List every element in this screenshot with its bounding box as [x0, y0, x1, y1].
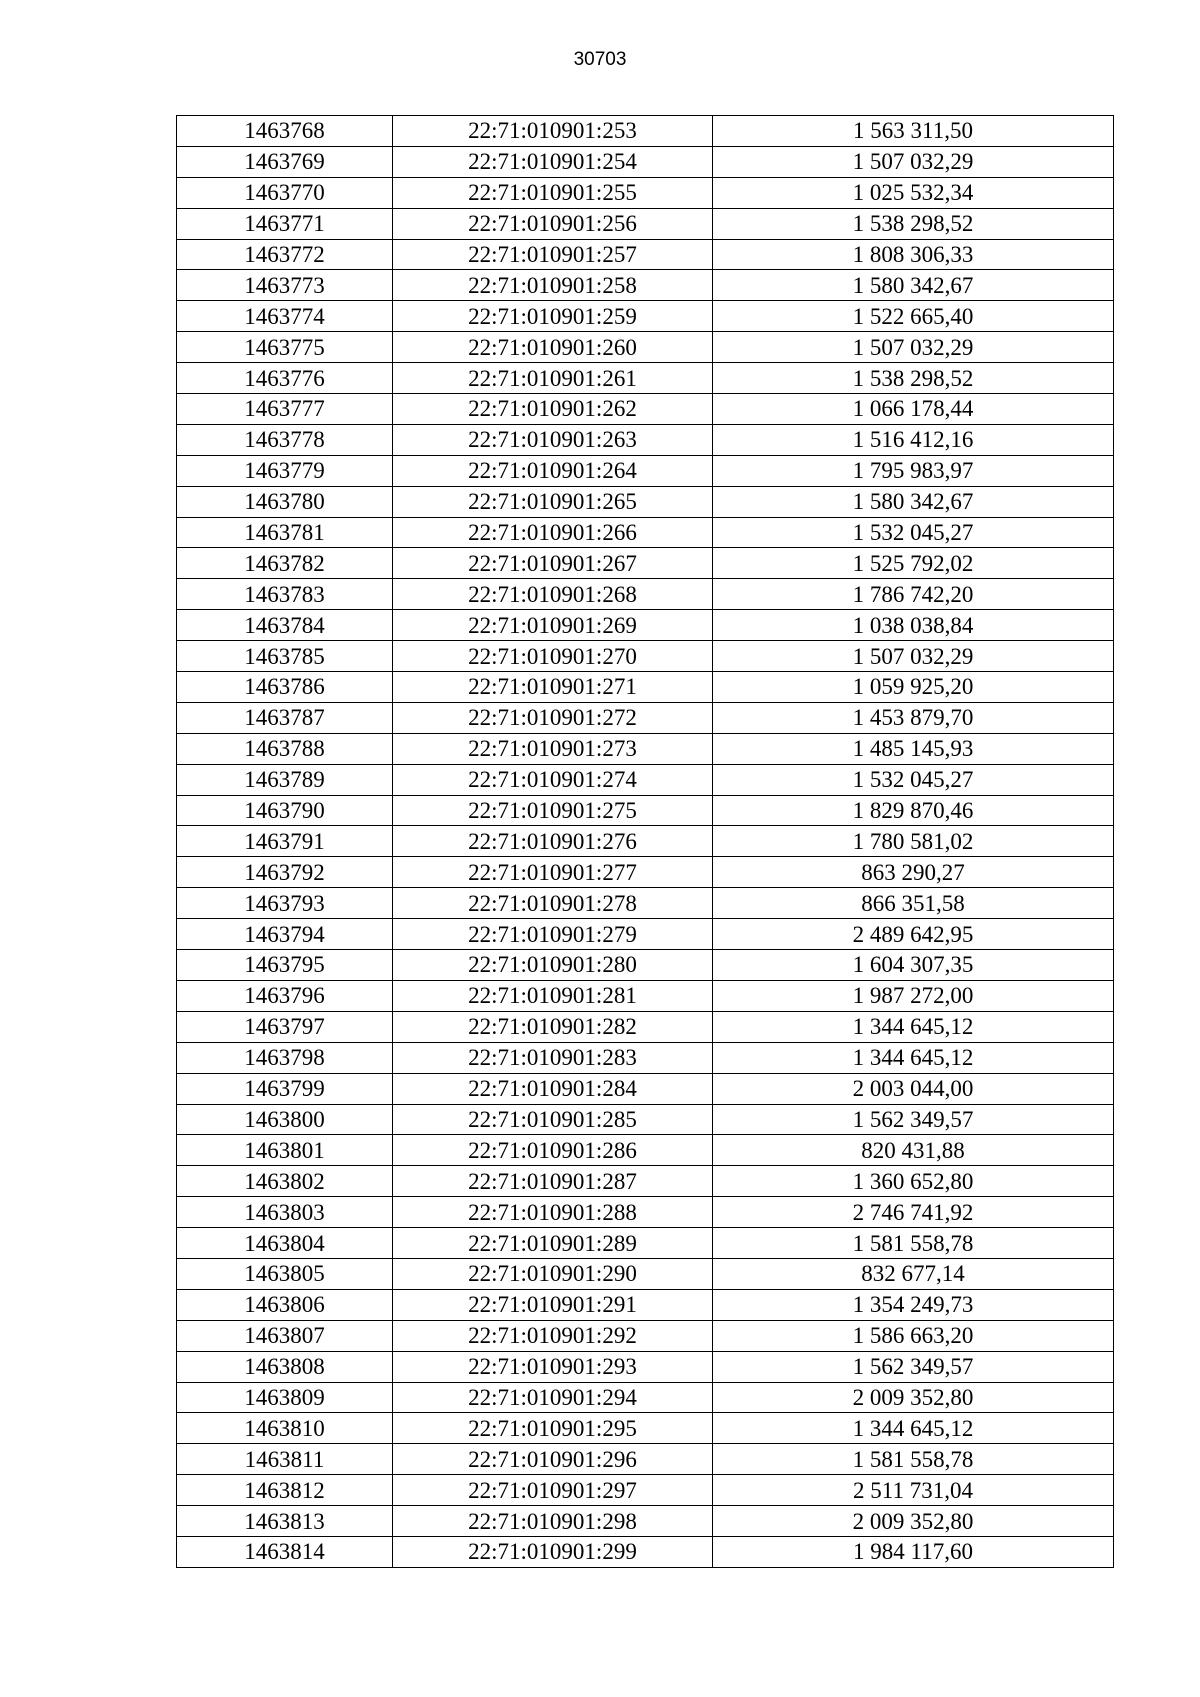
record-number-cell: 1463799 — [177, 1073, 393, 1104]
table-row — [177, 980, 1114, 1011]
record-number-cell: 1463792 — [177, 857, 393, 888]
cadastral-number-cell: 22:71:010901:262 — [393, 394, 713, 425]
cadastral-value-cell: 1 586 663,20 — [713, 1320, 1114, 1351]
table-row — [177, 455, 1114, 486]
table-row — [177, 363, 1114, 394]
cadastral-number-cell: 22:71:010901:277 — [393, 857, 713, 888]
table-row — [177, 1382, 1114, 1413]
cadastral-value-cell: 1 562 349,57 — [713, 1351, 1114, 1382]
cadastral-value-cell: 1 795 983,97 — [713, 455, 1114, 486]
record-number-cell: 1463798 — [177, 1042, 393, 1073]
table-row — [177, 1506, 1114, 1537]
table-row — [177, 394, 1114, 425]
cadastral-value-cell: 1 507 032,29 — [713, 146, 1114, 177]
record-number-cell: 1463777 — [177, 394, 393, 425]
record-number-cell: 1463811 — [177, 1444, 393, 1475]
cadastral-value-cell: 1 066 178,44 — [713, 394, 1114, 425]
cadastral-value-cell: 2 746 741,92 — [713, 1197, 1114, 1228]
table-row — [177, 641, 1114, 672]
record-number-cell: 1463769 — [177, 146, 393, 177]
cadastral-value-cell: 1 538 298,52 — [713, 208, 1114, 239]
record-number-cell: 1463789 — [177, 764, 393, 795]
table-row — [177, 826, 1114, 857]
table-row — [177, 1258, 1114, 1289]
cadastral-number-cell: 22:71:010901:287 — [393, 1166, 713, 1197]
cadastral-value-cell: 1 344 645,12 — [713, 1042, 1114, 1073]
cadastral-number-cell: 22:71:010901:256 — [393, 208, 713, 239]
cadastral-number-cell: 22:71:010901:282 — [393, 1011, 713, 1042]
table-row — [177, 950, 1114, 981]
record-number-cell: 1463786 — [177, 672, 393, 703]
cadastral-value-cell: 1 604 307,35 — [713, 950, 1114, 981]
table-row — [177, 733, 1114, 764]
cadastral-number-cell: 22:71:010901:257 — [393, 239, 713, 270]
cadastral-number-cell: 22:71:010901:267 — [393, 548, 713, 579]
cadastral-number-cell: 22:71:010901:268 — [393, 579, 713, 610]
cadastral-number-cell: 22:71:010901:275 — [393, 795, 713, 826]
cadastral-number-cell: 22:71:010901:269 — [393, 610, 713, 641]
cadastral-number-cell: 22:71:010901:298 — [393, 1506, 713, 1537]
record-number-cell: 1463795 — [177, 950, 393, 981]
record-number-cell: 1463793 — [177, 888, 393, 919]
cadastral-number-cell: 22:71:010901:273 — [393, 733, 713, 764]
cadastral-number-cell: 22:71:010901:258 — [393, 270, 713, 301]
record-number-cell: 1463802 — [177, 1166, 393, 1197]
cadastral-value-cell: 1 580 342,67 — [713, 486, 1114, 517]
cadastral-value-cell: 1 562 349,57 — [713, 1104, 1114, 1135]
cadastral-value-cell: 1 563 311,50 — [713, 116, 1114, 147]
cadastral-value-cell: 2 511 731,04 — [713, 1475, 1114, 1506]
table-row — [177, 1444, 1114, 1475]
cadastral-number-cell: 22:71:010901:299 — [393, 1536, 713, 1567]
cadastral-value-cell: 2 489 642,95 — [713, 919, 1114, 950]
cadastral-number-cell: 22:71:010901:295 — [393, 1413, 713, 1444]
table-row — [177, 672, 1114, 703]
record-number-cell: 1463800 — [177, 1104, 393, 1135]
table-row — [177, 146, 1114, 177]
record-number-cell: 1463813 — [177, 1506, 393, 1537]
record-number-cell: 1463810 — [177, 1413, 393, 1444]
cadastral-value-cell: 2 009 352,80 — [713, 1506, 1114, 1537]
record-number-cell: 1463791 — [177, 826, 393, 857]
table-row — [177, 610, 1114, 641]
table-row — [177, 919, 1114, 950]
record-number-cell: 1463807 — [177, 1320, 393, 1351]
table-row — [177, 1475, 1114, 1506]
cadastral-number-cell: 22:71:010901:286 — [393, 1135, 713, 1166]
table-row — [177, 548, 1114, 579]
cadastral-number-cell: 22:71:010901:260 — [393, 332, 713, 363]
cadastral-value-cell: 1 525 792,02 — [713, 548, 1114, 579]
cadastral-value-cell: 1 829 870,46 — [713, 795, 1114, 826]
table-row — [177, 702, 1114, 733]
cadastral-number-cell: 22:71:010901:255 — [393, 177, 713, 208]
record-number-cell: 1463790 — [177, 795, 393, 826]
cadastral-number-cell: 22:71:010901:291 — [393, 1289, 713, 1320]
cadastral-number-cell: 22:71:010901:261 — [393, 363, 713, 394]
record-number-cell: 1463783 — [177, 579, 393, 610]
record-number-cell: 1463770 — [177, 177, 393, 208]
record-number-cell: 1463797 — [177, 1011, 393, 1042]
cadastral-number-cell: 22:71:010901:297 — [393, 1475, 713, 1506]
record-number-cell: 1463805 — [177, 1258, 393, 1289]
cadastral-value-cell: 1 984 117,60 — [713, 1536, 1114, 1567]
cadastral-value-cell: 1 808 306,33 — [713, 239, 1114, 270]
cadastral-value-cell: 1 786 742,20 — [713, 579, 1114, 610]
cadastral-number-cell: 22:71:010901:290 — [393, 1258, 713, 1289]
record-number-cell: 1463808 — [177, 1351, 393, 1382]
record-number-cell: 1463774 — [177, 301, 393, 332]
cadastral-value-cell: 1 354 249,73 — [713, 1289, 1114, 1320]
cadastral-number-cell: 22:71:010901:292 — [393, 1320, 713, 1351]
record-number-cell: 1463772 — [177, 239, 393, 270]
table-row — [177, 1135, 1114, 1166]
record-number-cell: 1463806 — [177, 1289, 393, 1320]
record-number-cell: 1463788 — [177, 733, 393, 764]
cadastral-number-cell: 22:71:010901:254 — [393, 146, 713, 177]
cadastral-value-cell: 1 059 925,20 — [713, 672, 1114, 703]
cadastral-number-cell: 22:71:010901:270 — [393, 641, 713, 672]
cadastral-value-cell: 2 003 044,00 — [713, 1073, 1114, 1104]
cadastral-value-cell: 1 360 652,80 — [713, 1166, 1114, 1197]
record-number-cell: 1463804 — [177, 1228, 393, 1259]
table-row — [177, 1011, 1114, 1042]
table-row — [177, 1289, 1114, 1320]
cadastral-value-cell: 1 344 645,12 — [713, 1011, 1114, 1042]
record-number-cell: 1463781 — [177, 517, 393, 548]
table-row — [177, 888, 1114, 919]
cadastral-value-cell: 820 431,88 — [713, 1135, 1114, 1166]
record-number-cell: 1463779 — [177, 455, 393, 486]
record-number-cell: 1463778 — [177, 424, 393, 455]
record-number-cell: 1463776 — [177, 363, 393, 394]
table-row — [177, 239, 1114, 270]
table-row — [177, 177, 1114, 208]
cadastral-value-cell: 1 485 145,93 — [713, 733, 1114, 764]
cadastral-number-cell: 22:71:010901:265 — [393, 486, 713, 517]
record-number-cell: 1463794 — [177, 919, 393, 950]
record-number-cell: 1463782 — [177, 548, 393, 579]
record-number-cell: 1463784 — [177, 610, 393, 641]
table-row — [177, 1351, 1114, 1382]
record-number-cell: 1463787 — [177, 702, 393, 733]
cadastral-value-cell: 866 351,58 — [713, 888, 1114, 919]
table-row — [177, 764, 1114, 795]
records-table-body — [177, 116, 1114, 1568]
table-row — [177, 486, 1114, 517]
record-number-cell: 1463814 — [177, 1536, 393, 1567]
table-row — [177, 424, 1114, 455]
cadastral-value-cell: 2 009 352,80 — [713, 1382, 1114, 1413]
record-number-cell: 1463785 — [177, 641, 393, 672]
cadastral-value-cell: 1 580 342,67 — [713, 270, 1114, 301]
cadastral-number-cell: 22:71:010901:294 — [393, 1382, 713, 1413]
table-row — [177, 517, 1114, 548]
table-row — [177, 1536, 1114, 1567]
cadastral-number-cell: 22:71:010901:272 — [393, 702, 713, 733]
cadastral-value-cell: 832 677,14 — [713, 1258, 1114, 1289]
cadastral-value-cell: 1 532 045,27 — [713, 517, 1114, 548]
record-number-cell: 1463796 — [177, 980, 393, 1011]
cadastral-number-cell: 22:71:010901:296 — [393, 1444, 713, 1475]
cadastral-value-cell: 1 516 412,16 — [713, 424, 1114, 455]
cadastral-value-cell: 1 344 645,12 — [713, 1413, 1114, 1444]
cadastral-value-cell: 1 780 581,02 — [713, 826, 1114, 857]
cadastral-number-cell: 22:71:010901:281 — [393, 980, 713, 1011]
cadastral-value-cell: 1 453 879,70 — [713, 702, 1114, 733]
cadastral-number-cell: 22:71:010901:283 — [393, 1042, 713, 1073]
record-number-cell: 1463773 — [177, 270, 393, 301]
cadastral-number-cell: 22:71:010901:289 — [393, 1228, 713, 1259]
table-row — [177, 270, 1114, 301]
table-row — [177, 208, 1114, 239]
record-number-cell: 1463803 — [177, 1197, 393, 1228]
cadastral-value-cell: 1 522 665,40 — [713, 301, 1114, 332]
cadastral-value-cell: 1 507 032,29 — [713, 332, 1114, 363]
record-number-cell: 1463801 — [177, 1135, 393, 1166]
table-row — [177, 332, 1114, 363]
table-row — [177, 1073, 1114, 1104]
table-row — [177, 857, 1114, 888]
cadastral-number-cell: 22:71:010901:271 — [393, 672, 713, 703]
cadastral-number-cell: 22:71:010901:280 — [393, 950, 713, 981]
cadastral-number-cell: 22:71:010901:293 — [393, 1351, 713, 1382]
table-row — [177, 1228, 1114, 1259]
record-number-cell: 1463775 — [177, 332, 393, 363]
cadastral-value-cell: 1 581 558,78 — [713, 1228, 1114, 1259]
table-row — [177, 1042, 1114, 1073]
cadastral-number-cell: 22:71:010901:264 — [393, 455, 713, 486]
cadastral-number-cell: 22:71:010901:284 — [393, 1073, 713, 1104]
cadastral-number-cell: 22:71:010901:288 — [393, 1197, 713, 1228]
table-row — [177, 116, 1114, 147]
record-number-cell: 1463771 — [177, 208, 393, 239]
table-row — [177, 795, 1114, 826]
table-row — [177, 1413, 1114, 1444]
cadastral-value-cell: 1 532 045,27 — [713, 764, 1114, 795]
cadastral-value-cell: 1 581 558,78 — [713, 1444, 1114, 1475]
cadastral-value-cell: 1 025 532,34 — [713, 177, 1114, 208]
cadastral-number-cell: 22:71:010901:274 — [393, 764, 713, 795]
cadastral-number-cell: 22:71:010901:259 — [393, 301, 713, 332]
table-row — [177, 1166, 1114, 1197]
cadastral-number-cell: 22:71:010901:266 — [393, 517, 713, 548]
cadastral-number-cell: 22:71:010901:263 — [393, 424, 713, 455]
table-row — [177, 579, 1114, 610]
record-number-cell: 1463812 — [177, 1475, 393, 1506]
table-row — [177, 1197, 1114, 1228]
cadastral-number-cell: 22:71:010901:276 — [393, 826, 713, 857]
page-number: 30703 — [573, 49, 627, 70]
records-table — [176, 115, 1114, 1568]
cadastral-number-cell: 22:71:010901:285 — [393, 1104, 713, 1135]
cadastral-value-cell: 1 987 272,00 — [713, 980, 1114, 1011]
table-row — [177, 1320, 1114, 1351]
record-number-cell: 1463780 — [177, 486, 393, 517]
record-number-cell: 1463809 — [177, 1382, 393, 1413]
cadastral-number-cell: 22:71:010901:253 — [393, 116, 713, 147]
cadastral-number-cell: 22:71:010901:279 — [393, 919, 713, 950]
cadastral-value-cell: 1 507 032,29 — [713, 641, 1114, 672]
cadastral-number-cell: 22:71:010901:278 — [393, 888, 713, 919]
table-row — [177, 1104, 1114, 1135]
cadastral-value-cell: 863 290,27 — [713, 857, 1114, 888]
record-number-cell: 1463768 — [177, 116, 393, 147]
cadastral-value-cell: 1 038 038,84 — [713, 610, 1114, 641]
table-row — [177, 301, 1114, 332]
cadastral-value-cell: 1 538 298,52 — [713, 363, 1114, 394]
